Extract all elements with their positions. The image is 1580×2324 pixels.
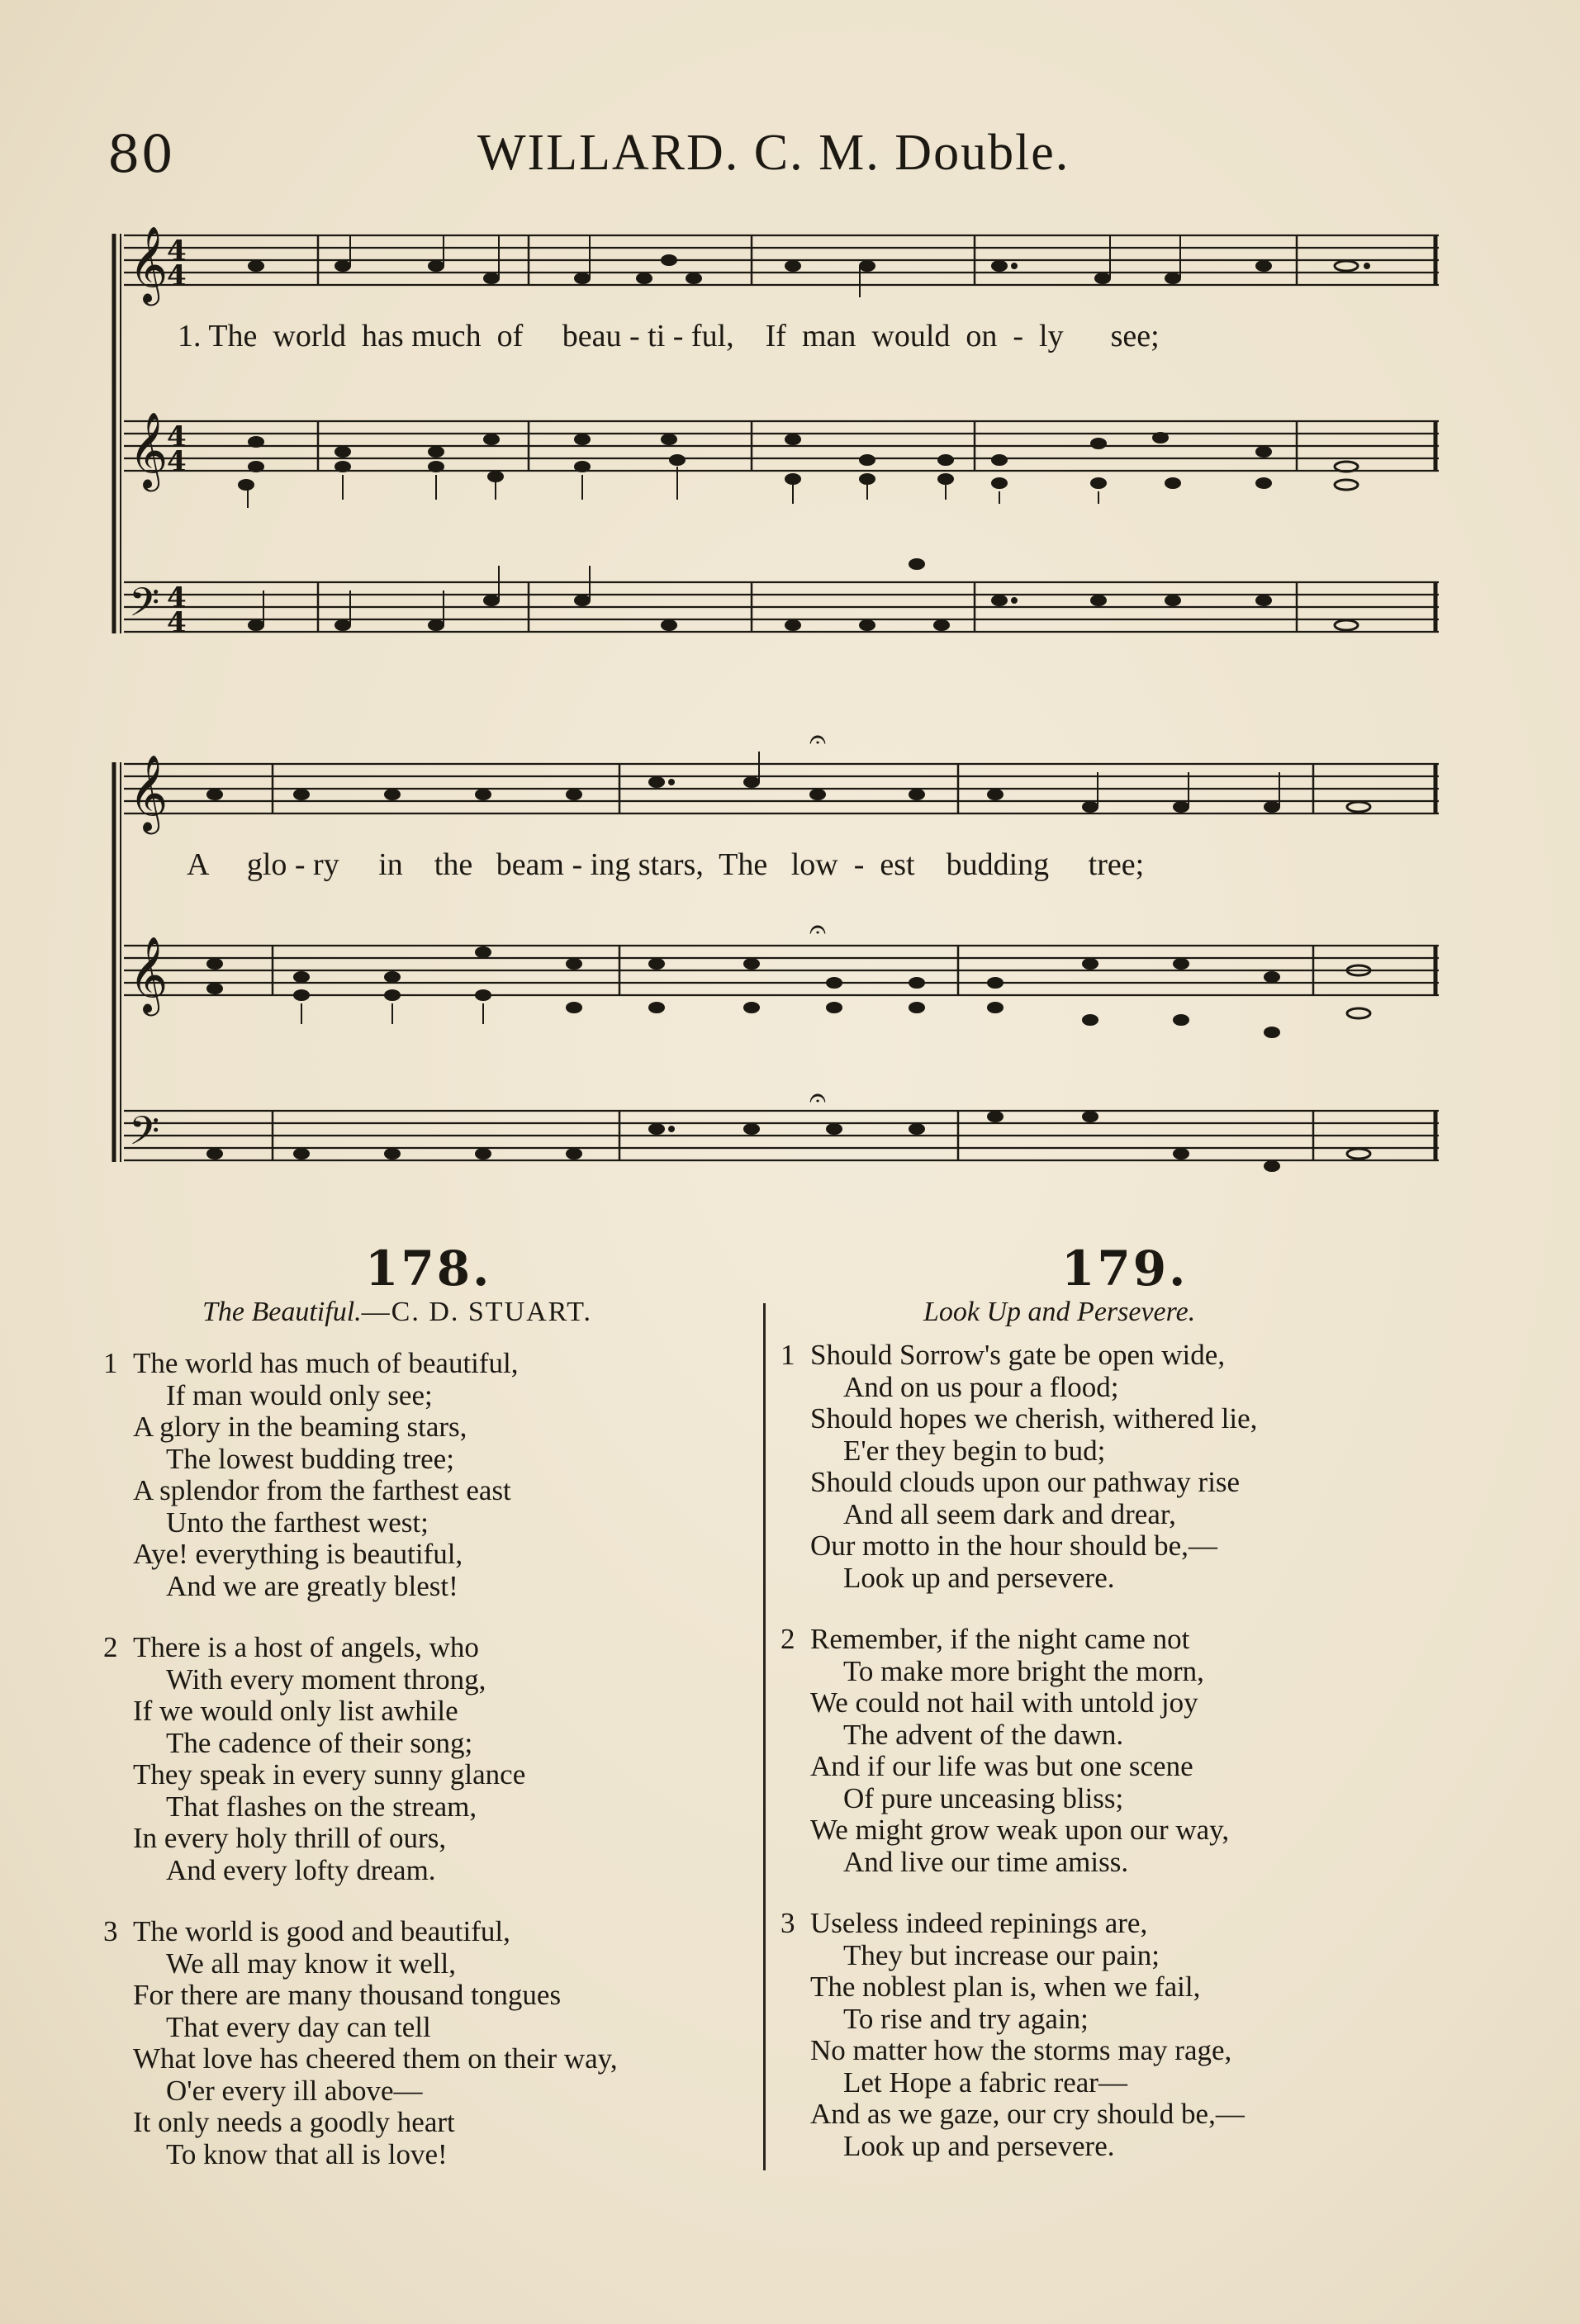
svg-text:4: 4 (167, 259, 187, 292)
hymn-178-heading (202, 1297, 592, 1328)
treble-clef-icon: 𝄞 (129, 225, 168, 302)
bass-clef-icon: 𝄢 (129, 1107, 160, 1164)
tune-title: WILLARD. C. M. Double. (477, 125, 1070, 181)
hymn-178-verse-2: 2 There is a host of angels, who With every moment throng, If we would only list awhile The cadence of their song; They speak in every sunny glance That flashes on the stream, In every holy thrill of ours, And every lofty dream. (103, 1631, 526, 1886)
column-divider (763, 1303, 766, 2170)
hymn-178-verse-1: 1 The world has much of beautiful, If man would only see; A glory in the beaming stars, The lowest budding tree; A splendor from the farthest east Unto the farthest west; Aye! everything is beautiful, And we are greatly blest! (103, 1347, 519, 1602)
hymn-179-verse-3: 3 Useless indeed repinings are, They but increase our pain; The noblest plan is, when we fail, To rise and try again; No matter how the storms may rage, Let Hope a fabric rear— And as we gaze, our cry should be,— Look up and persevere. (781, 1907, 1245, 2162)
hymn-179-verses (781, 1340, 1257, 2192)
hymn-179-number: 179. (1061, 1240, 1189, 1297)
svg-text:4: 4 (167, 420, 187, 453)
hymn-179-verse-1: 1 Should Sorrow's gate be open wide, And on us pour a flood; Should hopes we cherish, withered lie, E'er they begin to bud; Should clouds upon our pathway rise And all seem dark and drear, Our motto in the hour should be,— Look up and persevere. (781, 1339, 1258, 1594)
page-header (107, 124, 1470, 190)
music-notation-system-2 (107, 723, 1454, 1189)
hymn-178-title: The Beautiful. (202, 1297, 362, 1327)
svg-text:4: 4 (167, 445, 187, 478)
svg-text:4: 4 (167, 581, 187, 614)
fermata-icon: 𝄐 (809, 913, 827, 946)
fermata-icon: 𝄐 (809, 723, 827, 756)
music-system-1 (107, 219, 1454, 690)
music-system-2 (107, 723, 1454, 1189)
hymn-178-number: 178. (365, 1240, 492, 1297)
hymn-178-verse-3: 3 The world is good and beautiful, We all may know it well, For there are many thousand tongues That every day can tell What love has cheered them on their way, O'er every ill above— It only needs a goodly heart To know that all is love! (103, 1915, 618, 2170)
fermata-icon: 𝄐 (809, 1081, 827, 1115)
hymn-179-title: Look Up and Persevere. (923, 1297, 1196, 1327)
treble-clef-icon: 𝄞 (129, 754, 168, 831)
hymn-178-verses (103, 1348, 618, 2200)
lyrics-line-2: A glo - ry in the beam - ing stars, The low - est budding tree; (187, 847, 1145, 882)
hymn-178-author: —C. D. STUART. (361, 1297, 593, 1327)
bass-clef-icon: 𝄢 (129, 579, 160, 635)
lyrics-line-1: 1. The world has much of beau - ti - ful, If man would on - ly see; (178, 319, 1160, 353)
svg-text:4: 4 (167, 235, 187, 268)
svg-text:4: 4 (167, 606, 187, 639)
hymn-179-verse-2: 2 Remember, if the night came not To make more bright the morn, We could not hail with untold joy The advent of the dawn. And if our life was but one scene Of pure unceasing bliss; We might grow weak upon our way, And live our time amiss. (781, 1623, 1230, 1878)
page-number: 80 (107, 124, 174, 184)
treble-clef-icon: 𝄞 (129, 936, 168, 1013)
treble-clef-icon: 𝄞 (129, 411, 168, 488)
music-notation-system-1 (107, 219, 1454, 690)
treble-staff-1a (124, 235, 1439, 285)
